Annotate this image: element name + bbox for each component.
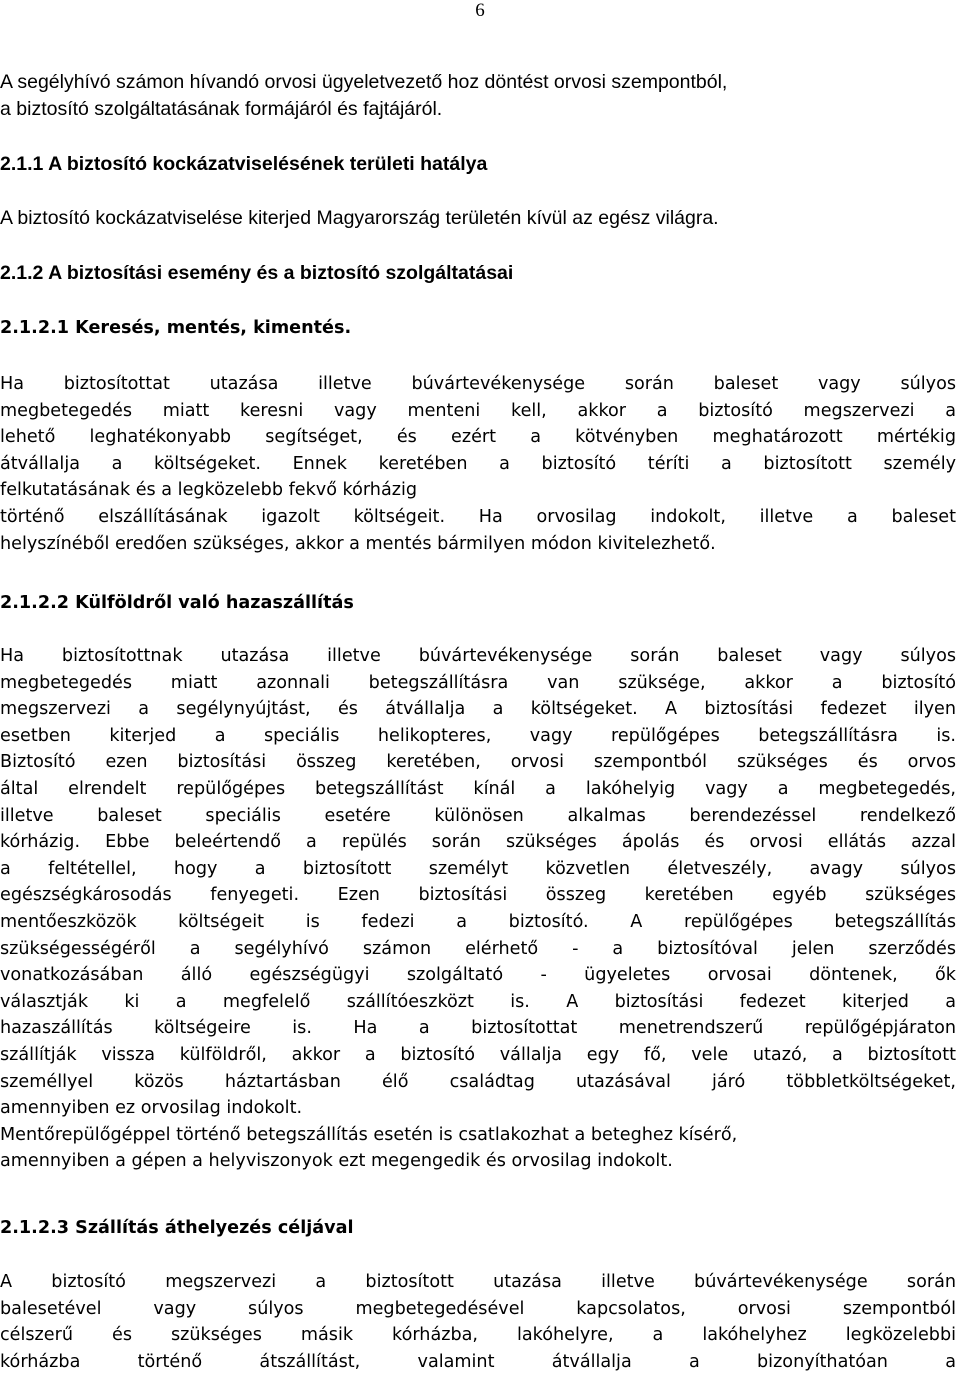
section-2122-heading: 2.1.2.2 Külföldről való hazaszállítás	[0, 593, 354, 613]
paragraph-line: személlyel közös háztartásban élő családtag utazásával járó többletköltségeket,	[0, 1071, 956, 1092]
paragraph-line: szállítják vissza külföldről, akkor a biztosító vállalja egy fő, vele utazó, a biztosított	[0, 1044, 956, 1065]
paragraph-line: Ha biztosítottat utazása illetve búvártevékenysége során baleset vagy súlyos	[0, 374, 956, 394]
intro-paragraph	[0, 69, 956, 123]
paragraph-line: kórházig. Ebbe beleértendő a repülés során szükséges ápolás és orvosi ellátás azzal	[0, 832, 956, 853]
paragraph-line: Ha biztosítottnak utazása illetve búvártevékenysége során baleset vagy súlyos	[0, 646, 956, 666]
paragraph-line: megbetegedés miatt azonnali betegszállításra van szüksége, akkor a biztosító	[0, 672, 956, 693]
paragraph-line: megbetegedés miatt keresni vagy menteni kell, akkor a biztosító megszervezi a	[0, 400, 956, 421]
paragraph-line: Biztosító ezen biztosítási összeg keretében, orvosi szempontból szükséges és orvos	[0, 752, 956, 773]
paragraph-line: célszerű és szükséges másik kórházba, lakóhelyre, a lakóhelyhez legközelebbi	[0, 1325, 956, 1346]
section-2122-paragraph	[0, 643, 956, 1175]
paragraph-line: felkutatásának és a legközelebb fekvő kórházig	[0, 480, 418, 501]
section-2123-heading: 2.1.2.3 Szállítás áthelyezés céljával	[0, 1218, 354, 1238]
paragraph-line: hazaszállítás költségeire is. Ha a biztosítottat menetrendszerű repülőgépjáraton	[0, 1018, 956, 1039]
paragraph-line: amennyiben ez orvosilag indokolt.	[0, 1098, 303, 1119]
section-211-heading: 2.1.1 A biztosító kockázatviselésének területi hatálya	[0, 153, 488, 175]
paragraph-line: balesetével vagy súlyos megbetegedésével kapcsolatos, orvosi szempontból	[0, 1298, 956, 1319]
page-number: 6	[475, 0, 485, 21]
paragraph-line: a feltétellel, hogy a biztosított személyt közvetlen életveszély, avagy súlyos	[0, 858, 956, 879]
section-211-body: A biztosító kockázatviselése kiterjed Magyarország területén kívül az egész világra.	[0, 207, 719, 229]
paragraph-line: lehető leghatékonyabb segítséget, és ezért a kötvényben meghatározott mértékig	[0, 427, 956, 448]
section-212-heading: 2.1.2 A biztosítási esemény és a biztosító szolgáltatásai	[0, 262, 514, 284]
paragraph-line: történő elszállításának igazolt költségeit. Ha orvosilag indokolt, illetve a baleset	[0, 506, 956, 527]
paragraph-line: helyszínéből eredően szükséges, akkor a mentés bármilyen módon kivitelezhető.	[0, 533, 716, 554]
paragraph-line: szükségességéről a segélyhívó számon elérhető - a biztosítóval jelen szerződés	[0, 938, 956, 959]
paragraph-line: választják ki a megfelelő szállítóeszközt is. A biztosítási fedezet kiterjed a	[0, 991, 956, 1012]
paragraph-line: egészségkárosodás fenyegeti. Ezen biztosítási összeg keretében egyéb szükséges	[0, 885, 956, 906]
paragraph-line: illetve baleset speciális esetére különösen alkalmas berendezéssel rendelkező	[0, 805, 956, 826]
paragraph-line: megszervezi a segélynyújtást, és átvállalja a költségeket. A biztosítási fedezet ilyen	[0, 699, 956, 720]
paragraph-line: vonatkozásában álló egészségügyi szolgáltató - ügyeletes orvosai döntenek, ők	[0, 965, 956, 986]
section-2123-paragraph	[0, 1269, 956, 1375]
paragraph-line: átvállalja a költségeket. Ennek keretében a biztosító téríti a biztosított személy	[0, 453, 956, 474]
section-2121-paragraph	[0, 371, 956, 557]
section-2121-heading: 2.1.2.1 Keresés, mentés, kimentés.	[0, 318, 352, 338]
paragraph-line: mentőeszközök költségeit is fedezi a biztosító. A repülőgépes betegszállítás	[0, 911, 956, 932]
paragraph-line: amennyiben a gépen a helyviszonyok ezt megengedik és orvosilag indokolt.	[0, 1151, 673, 1172]
paragraph-line: által elrendelt repülőgépes betegszállítást kínál a lakóhelyig vagy a megbetegedés,	[0, 778, 956, 799]
intro-line: a biztosító szolgáltatásának formájáról és fajtájáról.	[0, 98, 443, 120]
paragraph-line: Mentőrepülőgéppel történő betegszállítás esetén is csatlakozhat a beteghez kísérő,	[0, 1124, 738, 1145]
paragraph-line: kórházba történő átszállítást, valamint átvállalja a bizonyíthatóan a	[0, 1351, 956, 1372]
paragraph-line: esetben kiterjed a speciális helikopteres, vagy repülőgépes betegszállításra is.	[0, 725, 956, 746]
paragraph-line: A biztosító megszervezi a biztosított utazása illetve búvártevékenysége során	[0, 1272, 956, 1292]
intro-line: A segélyhívó számon hívandó orvosi ügyeletvezető hoz döntést orvosi szempontból,	[0, 71, 728, 93]
